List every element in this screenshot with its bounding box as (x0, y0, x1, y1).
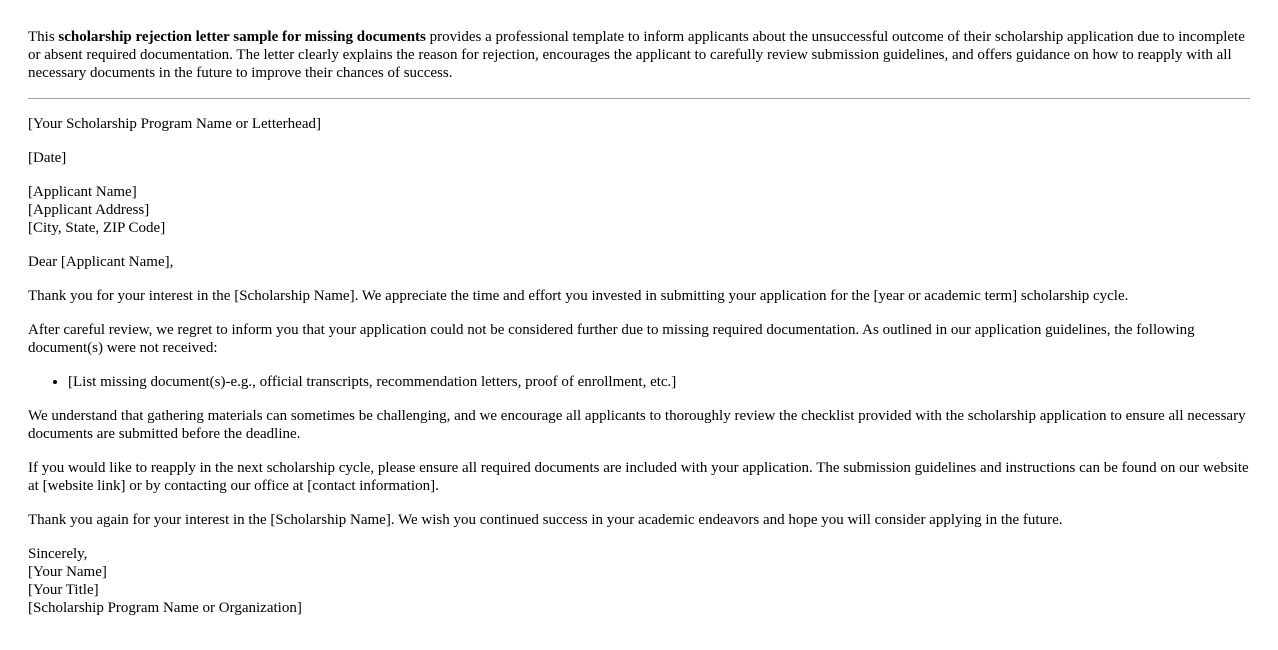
paragraph-encouragement: We understand that gathering materials can sometimes be challenging, and we encourage all applicants to thoroughly review the checklist provided with the scholarship application to ensure all necessary documents are submitted before the deadline. (28, 408, 1246, 442)
signature-name: [Your Name] (28, 564, 107, 580)
letter-date: [Date] (28, 150, 67, 166)
signature-closing: Sincerely, (28, 546, 88, 562)
signature-block (28, 545, 1250, 617)
missing-documents-list (28, 373, 1250, 391)
address-line-name: [Applicant Name] (28, 184, 137, 200)
intro-text-rest: provides a professional template to inform applicants about the unsuccessful outcome of their scholarship application due to incomplete or absent required documentation. The letter clearly explains the reason for rejection, encourages the applicant to carefully review submission guidelines, and offers guidance on how to reapply with all necessary documents in the future to improve their chances of success. (28, 29, 1245, 81)
letterhead: [Your Scholarship Program Name or Letterhead] (28, 116, 321, 132)
signature-organization: [Scholarship Program Name or Organization] (28, 600, 302, 616)
address-line-street: [Applicant Address] (28, 202, 150, 218)
paragraph-reapply: If you would like to reapply in the next scholarship cycle, please ensure all required documents are included with your application. The submission guidelines and instructions can be found on our website at [website link] or by contacting our office at [contact information]. (28, 460, 1249, 494)
recipient-address (28, 183, 1250, 237)
list-item: • [List missing document(s)-e.g., official transcripts, recommendation letters, proof of enrollment, etc.] (68, 373, 1250, 391)
horizontal-divider (28, 98, 1250, 99)
address-line-city: [City, State, ZIP Code] (28, 220, 166, 236)
paragraph-rejection-reason: After careful review, we regret to inform you that your application could not be considered further due to missing required documentation. As outlined in our application guidelines, the following document(s) were not received: (28, 322, 1195, 356)
intro-bold-title: scholarship rejection letter sample for missing documents (58, 29, 426, 45)
paragraph-thanks: Thank you for your interest in the [Scholarship Name]. We appreciate the time and effort you invested in submitting your application for the [year or academic term] scholarship cycle. (28, 288, 1129, 304)
intro-text-start: This (28, 29, 59, 45)
letter-body (28, 115, 1250, 617)
salutation: Dear [Applicant Name], (28, 254, 174, 270)
intro-paragraph (28, 28, 1250, 82)
paragraph-closing: Thank you again for your interest in the [Scholarship Name]. We wish you continued success in your academic endeavors and hope you will consider applying in the future. (28, 512, 1063, 528)
signature-title: [Your Title] (28, 582, 99, 598)
